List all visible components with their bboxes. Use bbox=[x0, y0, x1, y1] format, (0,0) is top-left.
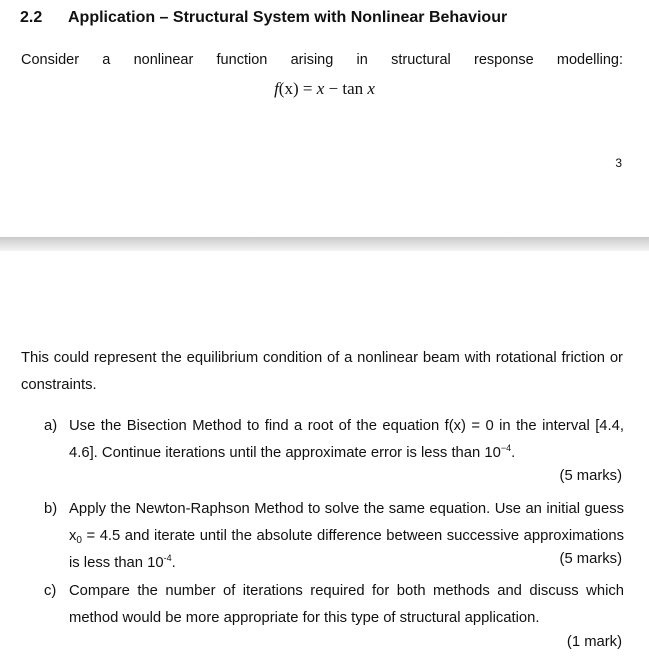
section-title: Application – Structural System with Nonlinear Behaviour bbox=[68, 9, 508, 26]
formula-minus: − bbox=[324, 79, 343, 98]
question-c bbox=[44, 578, 624, 632]
marks-b: (5 marks) bbox=[559, 551, 622, 567]
formula-fn: tan bbox=[342, 79, 364, 98]
formula-arg: (x) bbox=[278, 79, 299, 98]
marks-a: (5 marks) bbox=[559, 468, 622, 484]
question-text bbox=[69, 413, 624, 467]
question-b-text-2: = 4.5 and iterate until the absolute difference between successive approximations is less than 10 bbox=[69, 528, 624, 571]
question-b bbox=[44, 496, 624, 577]
intro-text: Consider a nonlinear function arising in structural response modelling: bbox=[21, 52, 623, 68]
question-label: a) bbox=[44, 418, 58, 434]
context-paragraph: This could represent the equilibrium condition of a nonlinear beam with rotational friction or constraints. bbox=[21, 350, 623, 393]
exponent: -4 bbox=[163, 553, 172, 563]
question-label: b) bbox=[44, 501, 58, 517]
question-b-end: . bbox=[171, 555, 176, 571]
question-text bbox=[69, 496, 624, 577]
page-number: 3 bbox=[615, 156, 622, 170]
page-break-divider bbox=[0, 237, 649, 251]
section-number: 2.2 bbox=[20, 9, 43, 26]
formula-x2: x bbox=[363, 79, 375, 98]
subscript: 0 bbox=[76, 535, 82, 546]
question-a-text: Use the Bisection Method to find a root of the equation f(x) = 0 in the interval [4.4, 4.6]. Continue iterations until the approximate error is less than 10 bbox=[69, 418, 624, 461]
formula-x: x bbox=[316, 79, 325, 98]
formula-lhs: f bbox=[274, 79, 279, 98]
formula bbox=[0, 79, 649, 99]
section-heading bbox=[20, 9, 507, 27]
question-a bbox=[44, 413, 624, 467]
question-label: c) bbox=[44, 583, 57, 599]
formula-eq: = bbox=[298, 79, 317, 98]
marks-c: (1 mark) bbox=[566, 634, 622, 650]
question-b-text-1: Apply the Newton-Raphson Method to solve the same equation. Use an initial guess x bbox=[69, 501, 624, 544]
exponent: −4 bbox=[500, 443, 512, 453]
question-a-end: . bbox=[511, 445, 516, 461]
question-text: Compare the number of iterations required for both methods and discuss which method would be more appropriate for this type of structural application. bbox=[69, 583, 624, 626]
